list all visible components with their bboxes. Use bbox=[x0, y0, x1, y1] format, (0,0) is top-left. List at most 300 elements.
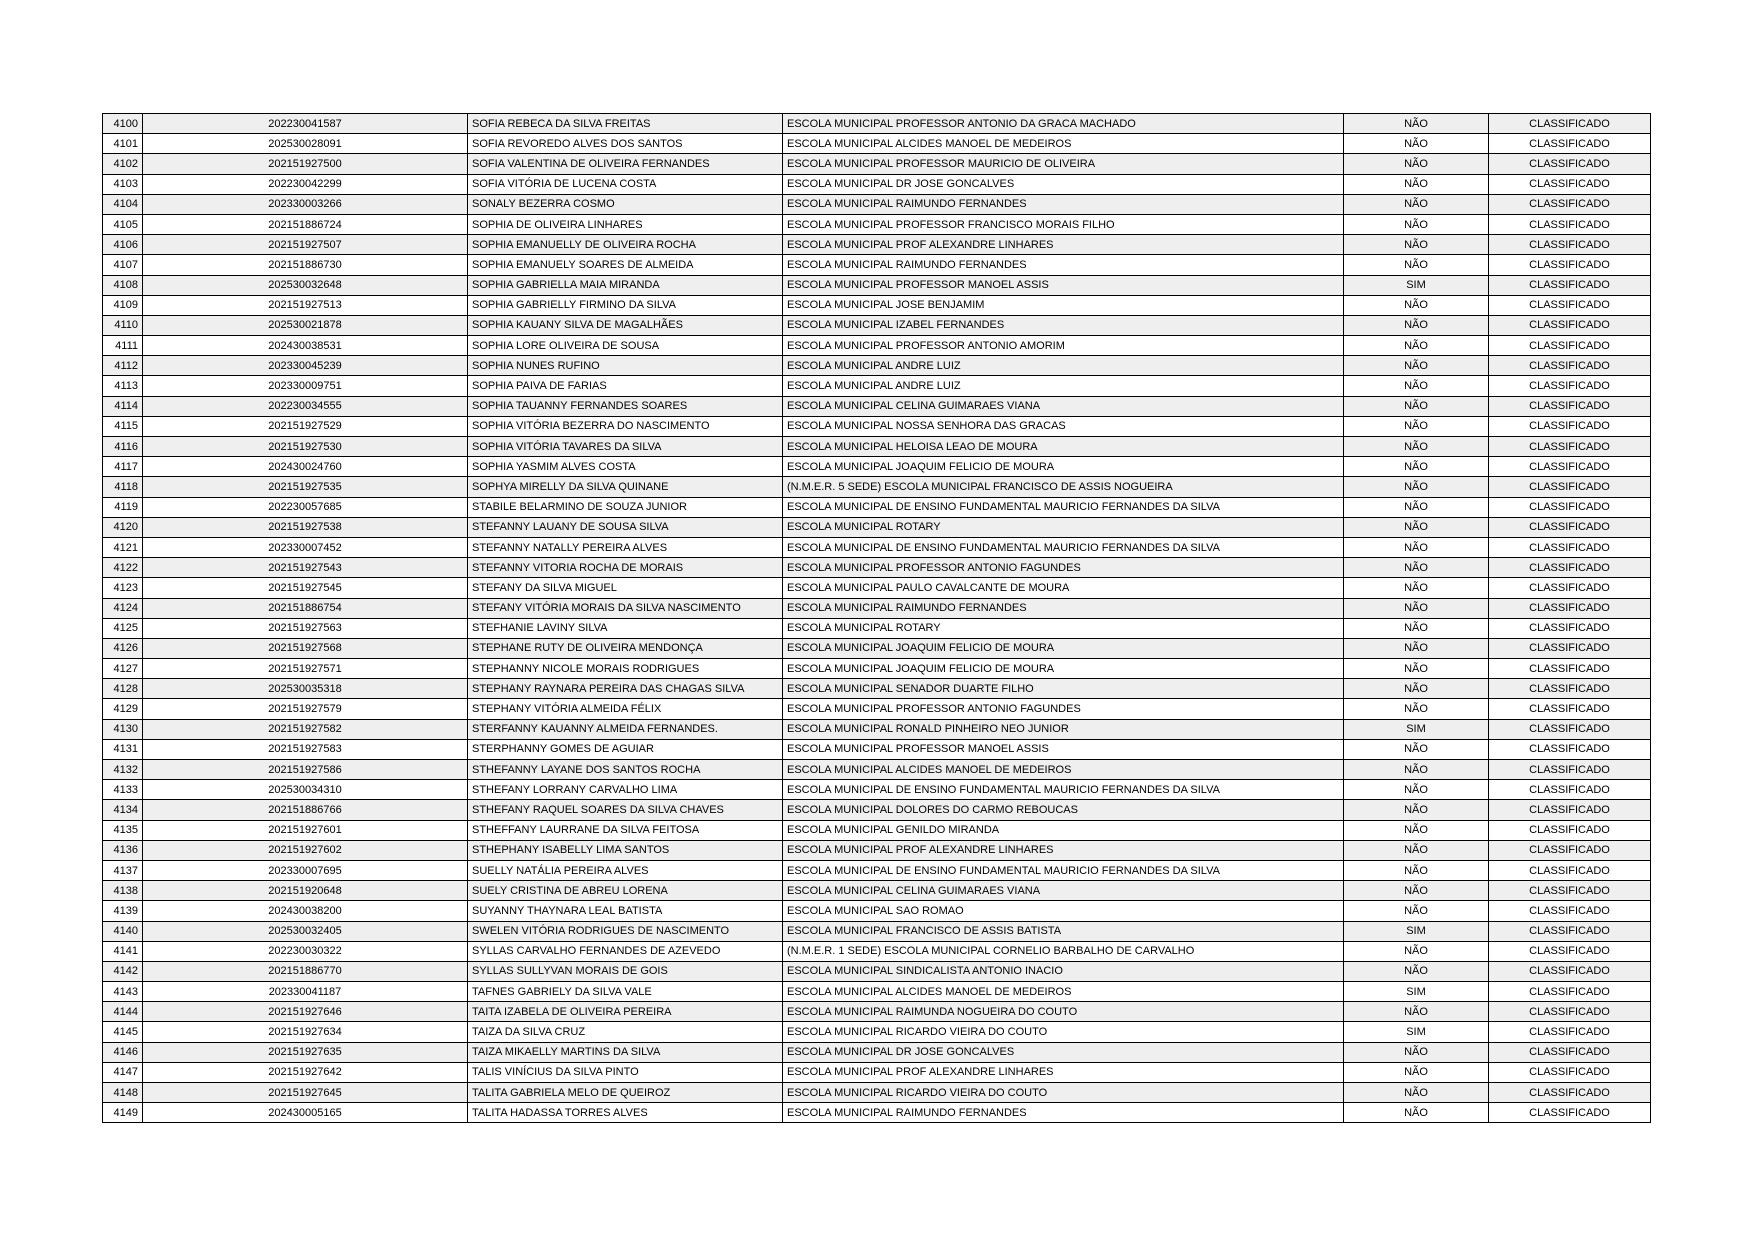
student-name-cell: SOFIA REVOREDO ALVES DOS SANTOS bbox=[468, 134, 783, 154]
enrollment-id-cell: 202330009751 bbox=[143, 376, 468, 396]
school-cell: ESCOLA MUNICIPAL RAIMUNDO FERNANDES bbox=[783, 194, 1344, 214]
student-name-cell: STHEFFANY LAURRANE DA SILVA FEITOSA bbox=[468, 820, 783, 840]
table-row bbox=[103, 477, 1651, 497]
table-row bbox=[103, 780, 1651, 800]
table-row bbox=[103, 295, 1651, 315]
table-row bbox=[103, 961, 1651, 981]
status-cell: CLASSIFICADO bbox=[1489, 235, 1651, 255]
enrollment-id-cell: 202530032405 bbox=[143, 921, 468, 941]
enrollment-id-cell: 202230041587 bbox=[143, 114, 468, 134]
enrollment-id-cell: 202151927583 bbox=[143, 739, 468, 759]
special-needs-cell: NÃO bbox=[1344, 840, 1489, 860]
enrollment-id-cell: 202151927563 bbox=[143, 618, 468, 638]
enrollment-id-cell: 202530034310 bbox=[143, 780, 468, 800]
student-name-cell: TAIZA MIKAELLY MARTINS DA SILVA bbox=[468, 1042, 783, 1062]
student-name-cell: SOPHIA LORE OLIVEIRA DE SOUSA bbox=[468, 336, 783, 356]
special-needs-cell: NÃO bbox=[1344, 1103, 1489, 1123]
special-needs-cell: NÃO bbox=[1344, 114, 1489, 134]
table-row bbox=[103, 194, 1651, 214]
row-number-cell: 4115 bbox=[103, 416, 143, 436]
row-number-cell: 4148 bbox=[103, 1083, 143, 1103]
special-needs-cell: NÃO bbox=[1344, 194, 1489, 214]
student-name-cell: TAFNES GABRIELY DA SILVA VALE bbox=[468, 982, 783, 1002]
school-cell: ESCOLA MUNICIPAL JOAQUIM FELICIO DE MOURA bbox=[783, 457, 1344, 477]
row-number-cell: 4101 bbox=[103, 134, 143, 154]
row-number-cell: 4135 bbox=[103, 820, 143, 840]
row-number-cell: 4113 bbox=[103, 376, 143, 396]
student-name-cell: STEPHANNY NICOLE MORAIS RODRIGUES bbox=[468, 659, 783, 679]
row-number-cell: 4121 bbox=[103, 537, 143, 557]
row-number-cell: 4120 bbox=[103, 517, 143, 537]
student-name-cell: STEFHANIE LAVINY SILVA bbox=[468, 618, 783, 638]
student-name-cell: SUELLY NATÁLIA PEREIRA ALVES bbox=[468, 860, 783, 880]
status-cell: CLASSIFICADO bbox=[1489, 396, 1651, 416]
table-row bbox=[103, 719, 1651, 739]
school-cell: ESCOLA MUNICIPAL RAIMUNDO FERNANDES bbox=[783, 255, 1344, 275]
school-cell: ESCOLA MUNICIPAL ALCIDES MANOEL DE MEDEIROS bbox=[783, 134, 1344, 154]
school-cell: ESCOLA MUNICIPAL PROFESSOR ANTONIO FAGUNDES bbox=[783, 699, 1344, 719]
student-name-cell: TAIZA DA SILVA CRUZ bbox=[468, 1022, 783, 1042]
table-row bbox=[103, 1042, 1651, 1062]
student-name-cell: STEPHANY VITÓRIA ALMEIDA FÉLIX bbox=[468, 699, 783, 719]
row-number-cell: 4103 bbox=[103, 174, 143, 194]
special-needs-cell: NÃO bbox=[1344, 659, 1489, 679]
special-needs-cell: NÃO bbox=[1344, 235, 1489, 255]
enrollment-id-cell: 202151886766 bbox=[143, 800, 468, 820]
row-number-cell: 4105 bbox=[103, 214, 143, 234]
special-needs-cell: NÃO bbox=[1344, 739, 1489, 759]
row-number-cell: 4128 bbox=[103, 679, 143, 699]
table-row bbox=[103, 1002, 1651, 1022]
enrollment-id-cell: 202230042299 bbox=[143, 174, 468, 194]
special-needs-cell: NÃO bbox=[1344, 457, 1489, 477]
table-row bbox=[103, 901, 1651, 921]
table-row bbox=[103, 982, 1651, 1002]
row-number-cell: 4130 bbox=[103, 719, 143, 739]
student-name-cell: SYLLAS SULLYVAN MORAIS DE GOIS bbox=[468, 961, 783, 981]
enrollment-id-cell: 202151927571 bbox=[143, 659, 468, 679]
special-needs-cell: NÃO bbox=[1344, 1062, 1489, 1082]
table-row bbox=[103, 659, 1651, 679]
enrollment-id-cell: 202430038531 bbox=[143, 336, 468, 356]
special-needs-cell: NÃO bbox=[1344, 174, 1489, 194]
table-row bbox=[103, 840, 1651, 860]
row-number-cell: 4127 bbox=[103, 659, 143, 679]
enrollment-id-cell: 202151927634 bbox=[143, 1022, 468, 1042]
enrollment-id-cell: 202430024760 bbox=[143, 457, 468, 477]
status-cell: CLASSIFICADO bbox=[1489, 961, 1651, 981]
status-cell: CLASSIFICADO bbox=[1489, 719, 1651, 739]
status-cell: CLASSIFICADO bbox=[1489, 477, 1651, 497]
row-number-cell: 4133 bbox=[103, 780, 143, 800]
school-cell: ESCOLA MUNICIPAL SENADOR DUARTE FILHO bbox=[783, 679, 1344, 699]
school-cell: ESCOLA MUNICIPAL GENILDO MIRANDA bbox=[783, 820, 1344, 840]
row-number-cell: 4143 bbox=[103, 982, 143, 1002]
school-cell: ESCOLA MUNICIPAL DE ENSINO FUNDAMENTAL MAURICIO FERNANDES DA SILVA bbox=[783, 780, 1344, 800]
enrollment-id-cell: 202151927507 bbox=[143, 235, 468, 255]
row-number-cell: 4129 bbox=[103, 699, 143, 719]
enrollment-id-cell: 202230034555 bbox=[143, 396, 468, 416]
student-name-cell: STEFANY DA SILVA MIGUEL bbox=[468, 578, 783, 598]
row-number-cell: 4111 bbox=[103, 336, 143, 356]
row-number-cell: 4114 bbox=[103, 396, 143, 416]
table-row bbox=[103, 396, 1651, 416]
special-needs-cell: SIM bbox=[1344, 275, 1489, 295]
table-row bbox=[103, 134, 1651, 154]
status-cell: CLASSIFICADO bbox=[1489, 214, 1651, 234]
status-cell: CLASSIFICADO bbox=[1489, 901, 1651, 921]
special-needs-cell: NÃO bbox=[1344, 497, 1489, 517]
table-row bbox=[103, 638, 1651, 658]
status-cell: CLASSIFICADO bbox=[1489, 134, 1651, 154]
student-name-cell: SOPHIA VITÓRIA BEZERRA DO NASCIMENTO bbox=[468, 416, 783, 436]
student-name-cell: SOPHIA GABRIELLY FIRMINO DA SILVA bbox=[468, 295, 783, 315]
student-name-cell: SOPHIA EMANUELLY DE OLIVEIRA ROCHA bbox=[468, 235, 783, 255]
status-cell: CLASSIFICADO bbox=[1489, 840, 1651, 860]
school-cell: ESCOLA MUNICIPAL PROFESSOR MANOEL ASSIS bbox=[783, 739, 1344, 759]
row-number-cell: 4131 bbox=[103, 739, 143, 759]
enrollment-id-cell: 202151927529 bbox=[143, 416, 468, 436]
school-cell: ESCOLA MUNICIPAL JOAQUIM FELICIO DE MOURA bbox=[783, 659, 1344, 679]
special-needs-cell: NÃO bbox=[1344, 1042, 1489, 1062]
table-row bbox=[103, 860, 1651, 880]
enrollment-id-cell: 202151927646 bbox=[143, 1002, 468, 1022]
table-row bbox=[103, 578, 1651, 598]
student-name-cell: SOFIA REBECA DA SILVA FREITAS bbox=[468, 114, 783, 134]
status-cell: CLASSIFICADO bbox=[1489, 860, 1651, 880]
school-cell: ESCOLA MUNICIPAL ROTARY bbox=[783, 517, 1344, 537]
row-number-cell: 4108 bbox=[103, 275, 143, 295]
student-name-cell: SOPHIA GABRIELLA MAIA MIRANDA bbox=[468, 275, 783, 295]
student-name-cell: STERFANNY KAUANNY ALMEIDA FERNANDES. bbox=[468, 719, 783, 739]
table-row bbox=[103, 1022, 1651, 1042]
status-cell: CLASSIFICADO bbox=[1489, 517, 1651, 537]
student-name-cell: STEFANY VITÓRIA MORAIS DA SILVA NASCIMENTO bbox=[468, 598, 783, 618]
special-needs-cell: NÃO bbox=[1344, 679, 1489, 699]
status-cell: CLASSIFICADO bbox=[1489, 558, 1651, 578]
student-name-cell: SOPHIA VITÓRIA TAVARES DA SILVA bbox=[468, 437, 783, 457]
student-name-cell: STHEPHANY ISABELLY LIMA SANTOS bbox=[468, 840, 783, 860]
student-name-cell: STHEFANY RAQUEL SOARES DA SILVA CHAVES bbox=[468, 800, 783, 820]
status-cell: CLASSIFICADO bbox=[1489, 1022, 1651, 1042]
status-cell: CLASSIFICADO bbox=[1489, 1083, 1651, 1103]
enrollment-id-cell: 202330007452 bbox=[143, 537, 468, 557]
status-cell: CLASSIFICADO bbox=[1489, 598, 1651, 618]
enrollment-id-cell: 202151927543 bbox=[143, 558, 468, 578]
school-cell: (N.M.E.R. 5 SEDE) ESCOLA MUNICIPAL FRANCISCO DE ASSIS NOGUEIRA bbox=[783, 477, 1344, 497]
table-row bbox=[103, 558, 1651, 578]
special-needs-cell: NÃO bbox=[1344, 396, 1489, 416]
status-cell: CLASSIFICADO bbox=[1489, 114, 1651, 134]
enrollment-id-cell: 202151886724 bbox=[143, 214, 468, 234]
student-name-cell: TAITA IZABELA DE OLIVEIRA PEREIRA bbox=[468, 1002, 783, 1022]
special-needs-cell: NÃO bbox=[1344, 477, 1489, 497]
student-name-cell: SONALY BEZERRA COSMO bbox=[468, 194, 783, 214]
special-needs-cell: NÃO bbox=[1344, 881, 1489, 901]
row-number-cell: 4142 bbox=[103, 961, 143, 981]
school-cell: ESCOLA MUNICIPAL RICARDO VIEIRA DO COUTO bbox=[783, 1022, 1344, 1042]
enrollment-id-cell: 202530032648 bbox=[143, 275, 468, 295]
special-needs-cell: NÃO bbox=[1344, 154, 1489, 174]
student-name-cell: STEFANNY LAUANY DE SOUSA SILVA bbox=[468, 517, 783, 537]
school-cell: ESCOLA MUNICIPAL CELINA GUIMARAES VIANA bbox=[783, 396, 1344, 416]
status-cell: CLASSIFICADO bbox=[1489, 921, 1651, 941]
student-name-cell: SOFIA VALENTINA DE OLIVEIRA FERNANDES bbox=[468, 154, 783, 174]
enrollment-id-cell: 202330045239 bbox=[143, 356, 468, 376]
row-number-cell: 4139 bbox=[103, 901, 143, 921]
status-cell: CLASSIFICADO bbox=[1489, 537, 1651, 557]
table-row bbox=[103, 275, 1651, 295]
student-name-cell: SOPHIA NUNES RUFINO bbox=[468, 356, 783, 376]
special-needs-cell: SIM bbox=[1344, 1022, 1489, 1042]
enrollment-id-cell: 202151927645 bbox=[143, 1083, 468, 1103]
row-number-cell: 4147 bbox=[103, 1062, 143, 1082]
enrollment-id-cell: 202330041187 bbox=[143, 982, 468, 1002]
row-number-cell: 4138 bbox=[103, 881, 143, 901]
table-row bbox=[103, 1062, 1651, 1082]
status-cell: CLASSIFICADO bbox=[1489, 982, 1651, 1002]
student-name-cell: SOFIA VITÓRIA DE LUCENA COSTA bbox=[468, 174, 783, 194]
special-needs-cell: NÃO bbox=[1344, 356, 1489, 376]
status-cell: CLASSIFICADO bbox=[1489, 760, 1651, 780]
student-name-cell: STABILE BELARMINO DE SOUZA JUNIOR bbox=[468, 497, 783, 517]
row-number-cell: 4125 bbox=[103, 618, 143, 638]
table-row bbox=[103, 214, 1651, 234]
status-cell: CLASSIFICADO bbox=[1489, 194, 1651, 214]
special-needs-cell: NÃO bbox=[1344, 437, 1489, 457]
table-row bbox=[103, 497, 1651, 517]
status-cell: CLASSIFICADO bbox=[1489, 275, 1651, 295]
special-needs-cell: NÃO bbox=[1344, 820, 1489, 840]
enrollment-id-cell: 202430005165 bbox=[143, 1103, 468, 1123]
table-row bbox=[103, 618, 1651, 638]
row-number-cell: 4109 bbox=[103, 295, 143, 315]
special-needs-cell: NÃO bbox=[1344, 800, 1489, 820]
status-cell: CLASSIFICADO bbox=[1489, 497, 1651, 517]
row-number-cell: 4104 bbox=[103, 194, 143, 214]
special-needs-cell: SIM bbox=[1344, 719, 1489, 739]
school-cell: ESCOLA MUNICIPAL DE ENSINO FUNDAMENTAL MAURICIO FERNANDES DA SILVA bbox=[783, 497, 1344, 517]
school-cell: ESCOLA MUNICIPAL RAIMUNDA NOGUEIRA DO COUTO bbox=[783, 1002, 1344, 1022]
special-needs-cell: NÃO bbox=[1344, 1002, 1489, 1022]
school-cell: ESCOLA MUNICIPAL PROF ALEXANDRE LINHARES bbox=[783, 235, 1344, 255]
special-needs-cell: NÃO bbox=[1344, 315, 1489, 335]
school-cell: ESCOLA MUNICIPAL ALCIDES MANOEL DE MEDEIROS bbox=[783, 760, 1344, 780]
status-cell: CLASSIFICADO bbox=[1489, 800, 1651, 820]
special-needs-cell: NÃO bbox=[1344, 255, 1489, 275]
row-number-cell: 4126 bbox=[103, 638, 143, 658]
table-row bbox=[103, 376, 1651, 396]
school-cell: ESCOLA MUNICIPAL FRANCISCO DE ASSIS BATISTA bbox=[783, 921, 1344, 941]
student-name-cell: STEPHANE RUTY DE OLIVEIRA MENDONÇA bbox=[468, 638, 783, 658]
school-cell: ESCOLA MUNICIPAL RAIMUNDO FERNANDES bbox=[783, 1103, 1344, 1123]
special-needs-cell: NÃO bbox=[1344, 941, 1489, 961]
student-name-cell: SYLLAS CARVALHO FERNANDES DE AZEVEDO bbox=[468, 941, 783, 961]
status-cell: CLASSIFICADO bbox=[1489, 578, 1651, 598]
table-row bbox=[103, 800, 1651, 820]
school-cell: ESCOLA MUNICIPAL ANDRE LUIZ bbox=[783, 376, 1344, 396]
table-row bbox=[103, 941, 1651, 961]
table-row bbox=[103, 517, 1651, 537]
enrollment-id-cell: 202330007695 bbox=[143, 860, 468, 880]
enrollment-id-cell: 202151927642 bbox=[143, 1062, 468, 1082]
status-cell: CLASSIFICADO bbox=[1489, 1002, 1651, 1022]
student-name-cell: SOPHIA EMANUELY SOARES DE ALMEIDA bbox=[468, 255, 783, 275]
status-cell: CLASSIFICADO bbox=[1489, 315, 1651, 335]
school-cell: ESCOLA MUNICIPAL RICARDO VIEIRA DO COUTO bbox=[783, 1083, 1344, 1103]
table-row bbox=[103, 760, 1651, 780]
special-needs-cell: NÃO bbox=[1344, 295, 1489, 315]
student-name-cell: SUELY CRISTINA DE ABREU LORENA bbox=[468, 881, 783, 901]
enrollment-id-cell: 202151927538 bbox=[143, 517, 468, 537]
enrollment-id-cell: 202151927535 bbox=[143, 477, 468, 497]
school-cell: ESCOLA MUNICIPAL HELOISA LEAO DE MOURA bbox=[783, 437, 1344, 457]
status-cell: CLASSIFICADO bbox=[1489, 437, 1651, 457]
student-name-cell: STHEFANY LORRANY CARVALHO LIMA bbox=[468, 780, 783, 800]
student-name-cell: STEFANNY VITORIA ROCHA DE MORAIS bbox=[468, 558, 783, 578]
row-number-cell: 4149 bbox=[103, 1103, 143, 1123]
row-number-cell: 4140 bbox=[103, 921, 143, 941]
row-number-cell: 4124 bbox=[103, 598, 143, 618]
school-cell: ESCOLA MUNICIPAL ANDRE LUIZ bbox=[783, 356, 1344, 376]
row-number-cell: 4107 bbox=[103, 255, 143, 275]
enrollment-id-cell: 202330003266 bbox=[143, 194, 468, 214]
school-cell: ESCOLA MUNICIPAL PROFESSOR ANTONIO FAGUNDES bbox=[783, 558, 1344, 578]
school-cell: ESCOLA MUNICIPAL PROFESSOR ANTONIO AMORIM bbox=[783, 336, 1344, 356]
school-cell: ESCOLA MUNICIPAL DE ENSINO FUNDAMENTAL MAURICIO FERNANDES DA SILVA bbox=[783, 860, 1344, 880]
table-row bbox=[103, 255, 1651, 275]
status-cell: CLASSIFICADO bbox=[1489, 336, 1651, 356]
school-cell: ESCOLA MUNICIPAL PROFESSOR MANOEL ASSIS bbox=[783, 275, 1344, 295]
enrollment-id-cell: 202230030322 bbox=[143, 941, 468, 961]
special-needs-cell: NÃO bbox=[1344, 578, 1489, 598]
status-cell: CLASSIFICADO bbox=[1489, 820, 1651, 840]
enrollment-id-cell: 202151927601 bbox=[143, 820, 468, 840]
special-needs-cell: NÃO bbox=[1344, 638, 1489, 658]
table-row bbox=[103, 416, 1651, 436]
row-number-cell: 4123 bbox=[103, 578, 143, 598]
special-needs-cell: NÃO bbox=[1344, 780, 1489, 800]
enrollment-id-cell: 202430038200 bbox=[143, 901, 468, 921]
school-cell: ESCOLA MUNICIPAL PROFESSOR MAURICIO DE OLIVEIRA bbox=[783, 154, 1344, 174]
table-row bbox=[103, 174, 1651, 194]
row-number-cell: 4146 bbox=[103, 1042, 143, 1062]
special-needs-cell: NÃO bbox=[1344, 860, 1489, 880]
row-number-cell: 4119 bbox=[103, 497, 143, 517]
enrollment-id-cell: 202530028091 bbox=[143, 134, 468, 154]
special-needs-cell: NÃO bbox=[1344, 961, 1489, 981]
row-number-cell: 4132 bbox=[103, 760, 143, 780]
enrollment-id-cell: 202230057685 bbox=[143, 497, 468, 517]
status-cell: CLASSIFICADO bbox=[1489, 618, 1651, 638]
special-needs-cell: NÃO bbox=[1344, 517, 1489, 537]
school-cell: ESCOLA MUNICIPAL JOAQUIM FELICIO DE MOURA bbox=[783, 638, 1344, 658]
student-name-cell: SUYANNY THAYNARA LEAL BATISTA bbox=[468, 901, 783, 921]
row-number-cell: 4117 bbox=[103, 457, 143, 477]
special-needs-cell: NÃO bbox=[1344, 376, 1489, 396]
school-cell: ESCOLA MUNICIPAL ALCIDES MANOEL DE MEDEIROS bbox=[783, 982, 1344, 1002]
school-cell: ESCOLA MUNICIPAL PROFESSOR ANTONIO DA GRACA MACHADO bbox=[783, 114, 1344, 134]
table-row bbox=[103, 437, 1651, 457]
enrollment-id-cell: 202151927586 bbox=[143, 760, 468, 780]
row-number-cell: 4137 bbox=[103, 860, 143, 880]
student-name-cell: SOPHIA TAUANNY FERNANDES SOARES bbox=[468, 396, 783, 416]
school-cell: ESCOLA MUNICIPAL DR JOSE GONCALVES bbox=[783, 174, 1344, 194]
row-number-cell: 4145 bbox=[103, 1022, 143, 1042]
status-cell: CLASSIFICADO bbox=[1489, 679, 1651, 699]
special-needs-cell: NÃO bbox=[1344, 760, 1489, 780]
special-needs-cell: NÃO bbox=[1344, 416, 1489, 436]
row-number-cell: 4112 bbox=[103, 356, 143, 376]
table-row bbox=[103, 921, 1651, 941]
special-needs-cell: NÃO bbox=[1344, 134, 1489, 154]
status-cell: CLASSIFICADO bbox=[1489, 356, 1651, 376]
student-name-cell: SOPHIA YASMIM ALVES COSTA bbox=[468, 457, 783, 477]
special-needs-cell: NÃO bbox=[1344, 214, 1489, 234]
school-cell: ESCOLA MUNICIPAL DE ENSINO FUNDAMENTAL MAURICIO FERNANDES DA SILVA bbox=[783, 537, 1344, 557]
table-row bbox=[103, 1083, 1651, 1103]
special-needs-cell: NÃO bbox=[1344, 537, 1489, 557]
enrollment-id-cell: 202530021878 bbox=[143, 315, 468, 335]
status-cell: CLASSIFICADO bbox=[1489, 739, 1651, 759]
student-name-cell: STEPHANY RAYNARA PEREIRA DAS CHAGAS SILVA bbox=[468, 679, 783, 699]
row-number-cell: 4144 bbox=[103, 1002, 143, 1022]
student-name-cell: SWELEN VITÓRIA RODRIGUES DE NASCIMENTO bbox=[468, 921, 783, 941]
status-cell: CLASSIFICADO bbox=[1489, 881, 1651, 901]
enrollment-id-cell: 202151927568 bbox=[143, 638, 468, 658]
enrollment-id-cell: 202151927513 bbox=[143, 295, 468, 315]
school-cell: ESCOLA MUNICIPAL RONALD PINHEIRO NEO JUNIOR bbox=[783, 719, 1344, 739]
table-row bbox=[103, 699, 1651, 719]
special-needs-cell: NÃO bbox=[1344, 699, 1489, 719]
special-needs-cell: NÃO bbox=[1344, 1083, 1489, 1103]
table-row bbox=[103, 315, 1651, 335]
special-needs-cell: NÃO bbox=[1344, 901, 1489, 921]
enrollment-id-cell: 202151927635 bbox=[143, 1042, 468, 1062]
status-cell: CLASSIFICADO bbox=[1489, 154, 1651, 174]
student-name-cell: SOPHYA MIRELLY DA SILVA QUINANE bbox=[468, 477, 783, 497]
enrollment-id-cell: 202151927579 bbox=[143, 699, 468, 719]
table-row bbox=[103, 881, 1651, 901]
student-name-cell: TALIS VINÍCIUS DA SILVA PINTO bbox=[468, 1062, 783, 1082]
status-cell: CLASSIFICADO bbox=[1489, 659, 1651, 679]
row-number-cell: 4141 bbox=[103, 941, 143, 961]
student-name-cell: STERPHANNY GOMES DE AGUIAR bbox=[468, 739, 783, 759]
school-cell: ESCOLA MUNICIPAL SINDICALISTA ANTONIO INACIO bbox=[783, 961, 1344, 981]
school-cell: ESCOLA MUNICIPAL DR JOSE GONCALVES bbox=[783, 1042, 1344, 1062]
enrollment-id-cell: 202151886730 bbox=[143, 255, 468, 275]
row-number-cell: 4102 bbox=[103, 154, 143, 174]
status-cell: CLASSIFICADO bbox=[1489, 457, 1651, 477]
student-name-cell: SOPHIA DE OLIVEIRA LINHARES bbox=[468, 214, 783, 234]
student-name-cell: STEFANNY NATALLY PEREIRA ALVES bbox=[468, 537, 783, 557]
row-number-cell: 4118 bbox=[103, 477, 143, 497]
school-cell: ESCOLA MUNICIPAL DOLORES DO CARMO REBOUCAS bbox=[783, 800, 1344, 820]
school-cell: ESCOLA MUNICIPAL PROF ALEXANDRE LINHARES bbox=[783, 1062, 1344, 1082]
school-cell: ESCOLA MUNICIPAL PROFESSOR FRANCISCO MORAIS FILHO bbox=[783, 214, 1344, 234]
student-name-cell: TALITA HADASSA TORRES ALVES bbox=[468, 1103, 783, 1123]
table-row bbox=[103, 457, 1651, 477]
student-name-cell: SOPHIA KAUANY SILVA DE MAGALHÃES bbox=[468, 315, 783, 335]
status-cell: CLASSIFICADO bbox=[1489, 255, 1651, 275]
student-name-cell: TALITA GABRIELA MELO DE QUEIROZ bbox=[468, 1083, 783, 1103]
status-cell: CLASSIFICADO bbox=[1489, 780, 1651, 800]
status-cell: CLASSIFICADO bbox=[1489, 1042, 1651, 1062]
student-name-cell: STHEFANNY LAYANE DOS SANTOS ROCHA bbox=[468, 760, 783, 780]
school-cell: ESCOLA MUNICIPAL CELINA GUIMARAES VIANA bbox=[783, 881, 1344, 901]
status-cell: CLASSIFICADO bbox=[1489, 1103, 1651, 1123]
enrollment-id-cell: 202151920648 bbox=[143, 881, 468, 901]
